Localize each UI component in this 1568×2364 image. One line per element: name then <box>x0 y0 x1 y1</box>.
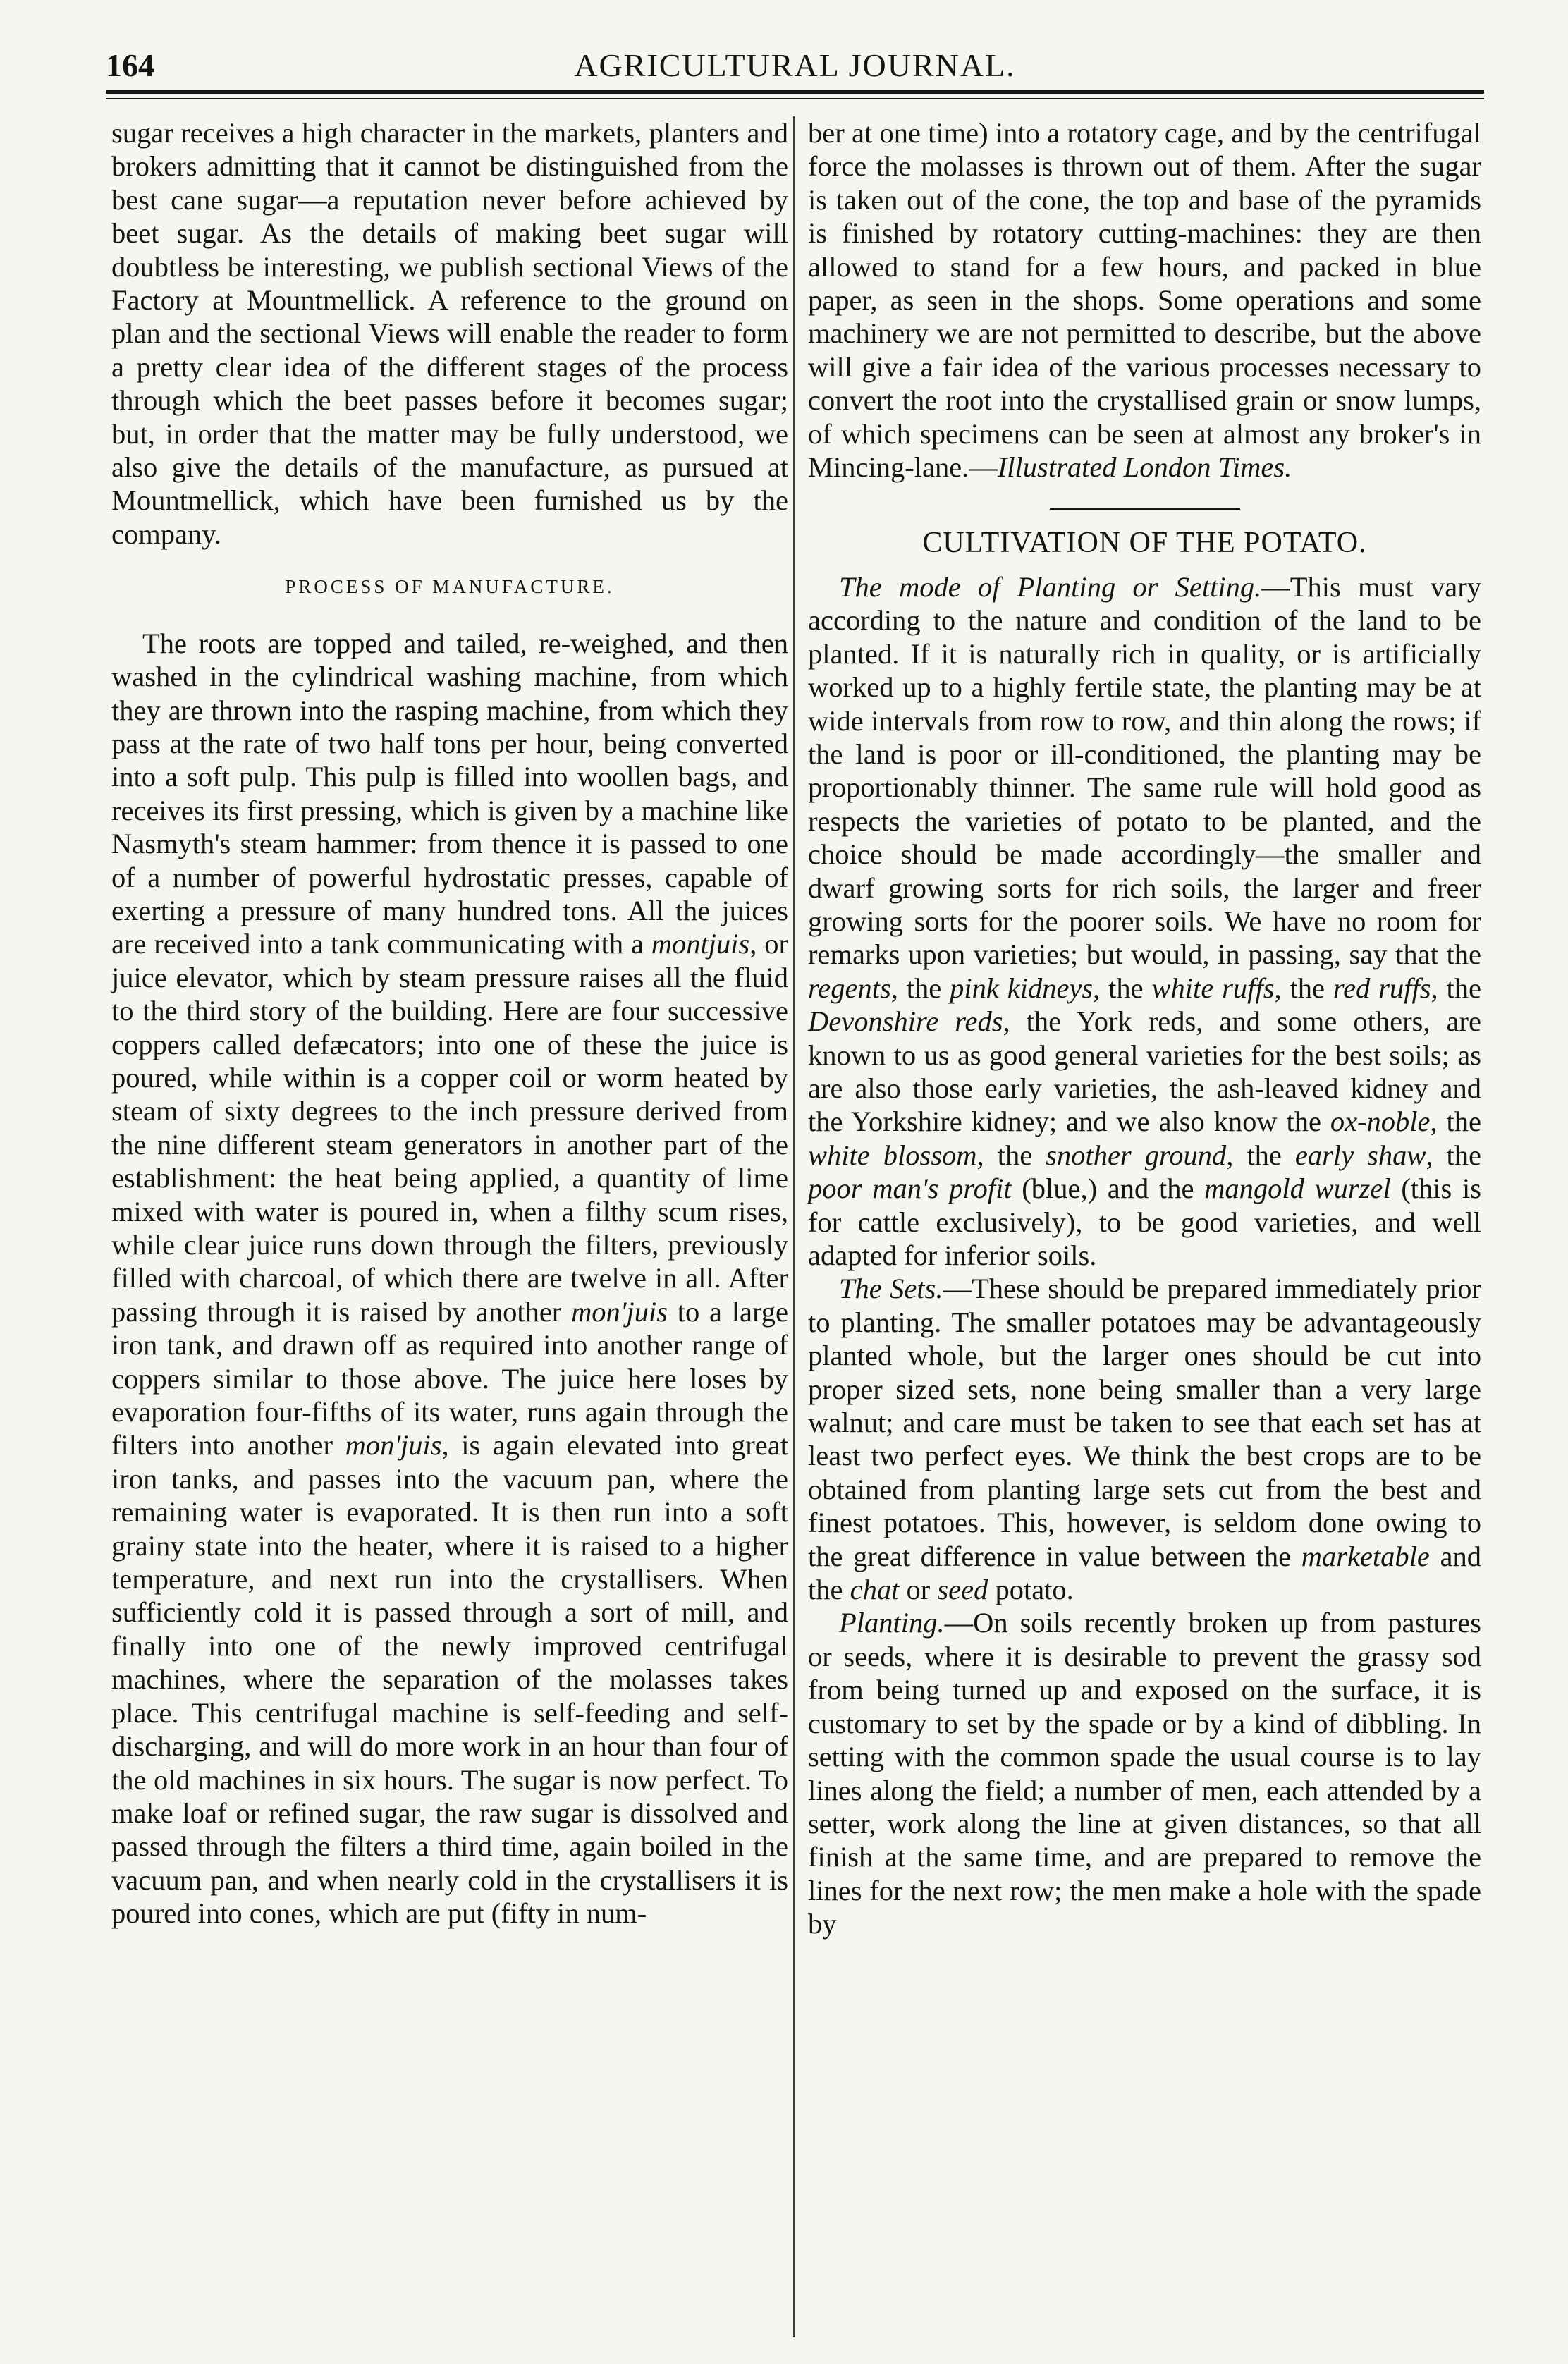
section-title-potato: CULTIVATION OF THE POTATO. <box>922 527 1367 560</box>
right-paragraph-sets: The Sets.—These should be prepared immediately prior to planting. The smaller potatoes may be advantageously planted whole, but the larger ones should be cut into proper sized sets, none being smaller than a very large walnut; and care must be taken to see that each set has at least two perfect eyes. We think the best crops are to be obtained from planting large sets cut from the best and finest potatoes. This, however, is seldom done owing to the great difference in value between the marketable and the chat or seed potato. <box>808 1273 1481 1606</box>
running-title: AGRICULTURAL JOURNAL. <box>574 47 1016 83</box>
page-header <box>106 34 1484 90</box>
column-divider <box>793 116 795 2337</box>
section-heading-process: PROCESS OF MANUFACTURE. <box>285 576 615 598</box>
section-separator-rule <box>1050 508 1240 510</box>
right-paragraph-continued: ber at one time) into a rotatory cage, and by the centrifugal force the molasses is thrown out of them. After the sugar is taken out of the cone, the top and base of the pyramids is finished by rotatory cutting-machines: they are then allowed to stand for a few hours, and packed in blue paper, as seen in the shops. Some operations and some machinery we are not permitted to describe, but the above will give a fair idea of the various processes necessary to convert the root into the crystallised grain or snow lumps, of which specimens can be seen at almost any broker's in Mincing-lane.—Illustrated London Times. <box>808 117 1481 484</box>
page-number: 164 <box>106 47 154 83</box>
right-paragraph-planting: Planting.—On soils recently broken up from pastures or seeds, where it is desirable to prevent the grassy sod from being turned up and exposed on the surface, it is customary to set by the spade or by a kind of dibbling. In setting with the common spade the usual course is to lay lines along the field; a number of men, each attended by a setter, work along the line at given distances, so that all finish at the same time, and are prepared to remove the lines for the next row; the men make a hole with the spade by <box>808 1607 1481 1940</box>
header-rule-thin <box>106 98 1484 99</box>
left-paragraph-process: The roots are topped and tailed, re-weighed, and then washed in the cylindrical washing machine, from which they are thrown into the rasping machine, from which they pass at the rate of two half tons per hour, being converted into a soft pulp. This pulp is filled into woollen bags, and receives its first pressing, which is given by a machine like Nasmyth's steam hammer: from thence it is passed to one of a number of powerful hydrostatic presses, capable of exerting a pressure of many hundred tons. All the juices are received into a tank communicating with a montjuis, or juice elevator, which by steam pressure raises all the fluid to the third story of the building. Here are four successive coppers called defæcators; into one of these the juice is poured, while within is a copper coil or worm heated by steam of sixty degrees to the inch pressure derived from the nine different steam generators in another part of the establishment: the heat being applied, a quantity of lime mixed with water is poured in, when a filthy scum rises, while clear juice runs down through the filters, previously filled with charcoal, of which there are twelve in all. After passing through it is raised by another mon'juis to a large iron tank, and drawn off as required into another range of coppers similar to those above. The juice here loses by evaporation four-fifths of its water, runs again through the filters into another mon'juis, is again elevated into great iron tanks, and passes into the vacuum pan, where the remaining water is evaporated. It is then run into a soft grainy state into the heater, where it is raised to a higher temperature, and next run into the crystallisers. When sufficiently cold it is passed through a sort of mill, and finally into one of the newly improved centrifugal machines, where the separation of the molasses takes place. This centrifugal machine is self-feeding and self-discharging, and will do more work in an hour than four of the old machines in six hours. The sugar is now perfect. To make loaf or refined sugar, the raw sugar is dissolved and passed through the filters a third time, again boiled in the vacuum pan, and when nearly cold in the crystallisers it is poured into cones, which are put (fifty in num- <box>111 627 789 1930</box>
left-column <box>111 116 788 1930</box>
right-paragraph-planting-mode: The mode of Planting or Setting.—This must vary according to the nature and condition of the land to be planted. If it is naturally rich in quality, or is artificially worked up to a highly fertile state, the planting may be at wide intervals from row to row, and thin along the rows; if the land is poor or ill-conditioned, the planting may be proportionably thinner. The same rule will hold good as respects the varieties of potato to be planted, and the choice should be made accordingly—the smaller and dwarf growing sorts for rich soils, the larger and freer growing sorts for the poorer soils. We have no room for remarks upon varieties; but would, in passing, say that the regents, the pink kidneys, the white ruffs, the red ruffs, the Devonshire reds, the York reds, and some others, are known to us as good general varieties for the best soils; as are also those early varieties, the ash-leaved kidney and the Yorkshire kidney; and we also know the ox-noble, the white blossom, the snother ground, the early shaw, the poor man's profit (blue,) and the mangold wurzel (this is for cattle exclusively), to be good varieties, and well adapted for inferior soils. <box>808 570 1482 1271</box>
left-paragraph-intro: sugar receives a high character in the markets, planters and brokers admitting that it cannot be distinguished from the best cane sugar—a reputation never before achieved by beet sugar. As the details of making beet sugar will doubtless be interesting, we publish sectional Views of the Factory at Mountmellick. A reference to the ground on plan and the sectional Views will enable the reader to form a pretty clear idea of the different stages of the process through which the beet passes before it becomes sugar; but, in order that the matter may be fully understood, we also give the details of the manufacture, as pursued at Mountmellick, which have been furnished us by the company. <box>111 117 788 550</box>
right-column <box>808 116 1481 1941</box>
header-rule-thick <box>106 90 1484 94</box>
